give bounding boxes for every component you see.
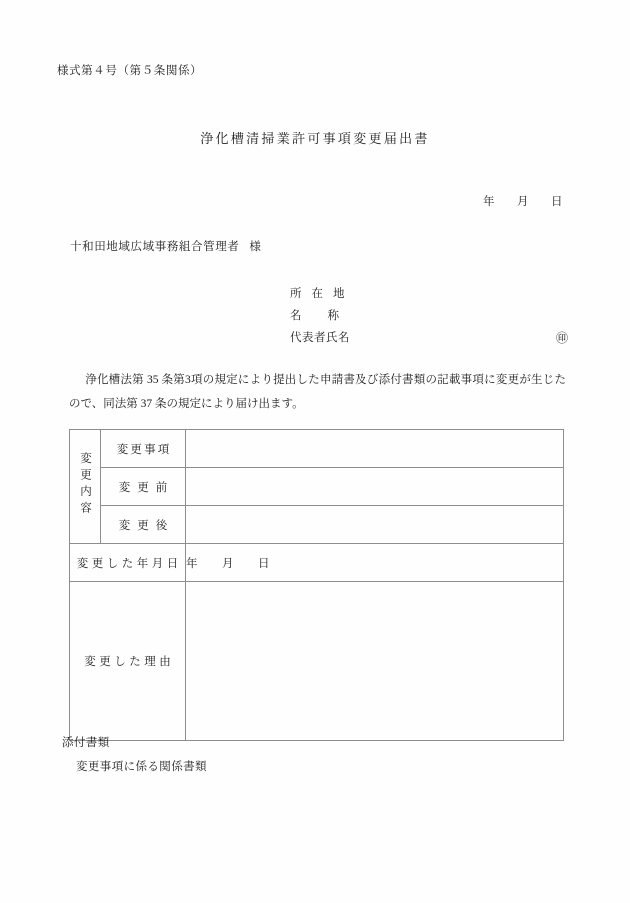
date-month-label: 月 [517, 196, 529, 208]
applicant-name-row [290, 305, 568, 327]
seal-icon: ㊞ [555, 331, 568, 345]
form-number: 様式第４号（第５条関係） [57, 65, 203, 77]
change-item-label: 変更事項 [101, 430, 186, 468]
date-day-label: 日 [551, 196, 563, 208]
date-year-label: 年 [483, 196, 495, 208]
table-row [70, 544, 564, 582]
attachments-section [62, 731, 207, 779]
applicant-address-label: 所在地 [290, 288, 355, 300]
submission-date-line [483, 193, 563, 209]
change-after-label: 変更後 [101, 506, 186, 544]
body-line-1: 浄化槽法第 35 条第3項の規定により提出した申請書及び添付書類の記載事項に変更が生じたの [69, 374, 566, 410]
addressee [70, 238, 262, 254]
change-item-value[interactable] [186, 430, 564, 468]
change-reason-label: 変更した理由 [70, 582, 186, 741]
page-title: 浄化槽清掃業許可事項変更届出書 [200, 131, 430, 146]
table-row [70, 582, 564, 741]
change-details-table [69, 429, 564, 741]
table-row [70, 468, 564, 506]
change-before-label: 変更前 [101, 468, 186, 506]
body-line-2: で、同法第 37 条の規定により届け出ます。 [80, 398, 304, 410]
applicant-name-label: 名称 [290, 310, 365, 322]
change-date-value[interactable] [186, 544, 564, 582]
change-date-label: 変更した年月日 [70, 544, 186, 582]
change-date-month-label: 月 [222, 557, 234, 570]
change-content-group-label: 変更内容 [70, 430, 101, 544]
table-row [70, 430, 564, 468]
change-date-day-label: 日 [258, 557, 270, 570]
addressee-organization: 十和田地域広域事務組合管理者 [70, 241, 240, 253]
attachments-heading: 添付書類 [62, 737, 110, 749]
addressee-honorific: 様 [249, 241, 262, 253]
applicant-representative-label: 代表者氏名 [290, 332, 350, 344]
body-paragraph [69, 368, 566, 416]
table-row [70, 506, 564, 544]
applicant-block [290, 283, 568, 349]
change-after-value[interactable] [186, 506, 564, 544]
applicant-address-row [290, 283, 568, 305]
change-date-year-label: 年 [186, 557, 198, 570]
applicant-representative-row [290, 327, 568, 349]
change-reason-value[interactable] [186, 582, 564, 741]
change-before-value[interactable] [186, 468, 564, 506]
list-item: 変更事項に係る関係書類 [76, 761, 207, 773]
